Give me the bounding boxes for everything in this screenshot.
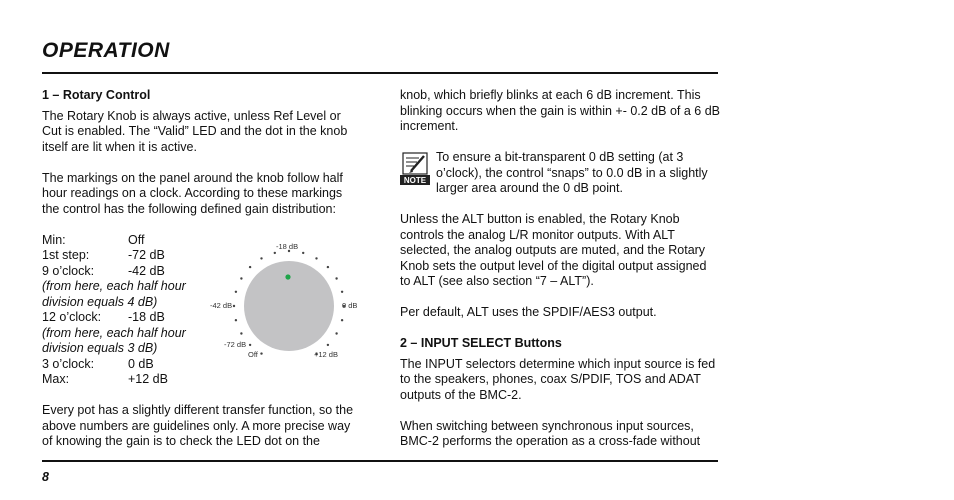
gain-value: -18 dB — [128, 310, 165, 324]
scale-dot — [302, 252, 304, 254]
paragraph: The INPUT selectors determine which input source is fed to the speakers, phones, coax S/PDIF, TOS and ADAT outputs of the BMC-2. — [400, 356, 716, 402]
scale-dot — [233, 305, 235, 307]
knob-label-left: -42 dB — [210, 301, 233, 310]
scale-dot — [260, 257, 262, 259]
scale-dot — [327, 344, 329, 346]
scale-dot — [341, 291, 343, 293]
knob-label-bottom-left: -72 dB — [224, 340, 247, 349]
scale-dot — [249, 266, 251, 268]
footer-rule — [42, 460, 718, 462]
gain-label: Max: — [42, 372, 70, 386]
gain-label: 12 o’clock: — [42, 310, 102, 324]
paragraph: Per default, ALT uses the SPDIF/AES3 output. — [400, 305, 657, 319]
gain-row — [42, 372, 362, 388]
paragraph: Every pot has a slightly different transfer function, so the above numbers are guidelines only. A more precise way of knowing the gain is to check the LED dot on the — [42, 403, 354, 448]
gain-note: (from here, each half hour division equals 4 dB) — [42, 279, 186, 309]
gain-label: 3 o’clock: — [42, 356, 95, 371]
gain-value: +12 dB — [128, 372, 168, 386]
paragraph: When switching between synchronous input sources, BMC-2 performs the operation as a cross-fade without — [400, 418, 701, 448]
paragraph: The markings on the panel around the knob follow half hour readings on a clock. According to these markings the control has the following defined gain distribution: — [42, 170, 343, 216]
scale-dot — [335, 277, 337, 279]
knob-label-right: 0 dB — [342, 301, 358, 310]
gain-value: -72 dB — [128, 248, 165, 262]
page-title: OPERATION — [42, 39, 170, 62]
scale-dot — [274, 252, 276, 254]
header-rule — [42, 72, 718, 74]
knob-label-off: Off — [248, 350, 258, 359]
paragraph: knob, which briefly blinks at each 6 dB increment. This blinking occurs when the gain is within +- 0.2 dB of a 6 dB increment. — [400, 88, 720, 133]
section-heading-input-select: 2 – INPUT SELECT Buttons — [400, 336, 562, 350]
knob-label-top: -18 dB — [276, 242, 299, 251]
note-icon-label: NOTE — [403, 176, 427, 185]
gain-value: 0 dB — [128, 356, 154, 371]
scale-dot — [335, 332, 337, 334]
note-text: To ensure a bit-transparent 0 dB setting (at 3 o’clock), the control “snaps” to 0.0 dB in a slightly larger area around the 0 dB point. — [436, 150, 708, 195]
paragraph: Unless the ALT button is enabled, the Rotary Knob controls the analog L/R monitor outputs. With ALT selected, the analog outputs are muted, and the Rotary Knob sets the output level of the digital output assigned to ALT (see also section “7 – ALT”). — [400, 212, 707, 288]
scale-dot — [341, 319, 343, 321]
gain-label: Min: — [42, 232, 66, 247]
scale-dot — [240, 277, 242, 279]
paragraph: The Rotary Knob is always active, unless Ref Level or Cut is enabled. The “Valid” LED and the dot in the knob itself are lit when it is active. — [42, 108, 348, 154]
knob-label-bottom-right: +12 dB — [314, 350, 338, 359]
note-block — [400, 150, 720, 197]
section-heading-rotary-control: 1 – Rotary Control — [42, 88, 151, 102]
page-number: 8 — [42, 470, 49, 484]
scale-dot — [240, 332, 242, 334]
scale-dot — [327, 266, 329, 268]
gain-value: -42 dB — [128, 263, 165, 278]
gain-label: 9 o’clock: — [42, 263, 95, 278]
gain-note: (from here, each half hour division equals 3 dB) — [42, 325, 186, 355]
right-column — [400, 88, 720, 465]
scale-dot — [235, 319, 237, 321]
scale-dot — [315, 257, 317, 259]
gain-label: 1st step: — [42, 248, 90, 262]
note-icon — [400, 152, 430, 197]
scale-dot — [260, 352, 262, 354]
scale-dot — [249, 344, 251, 346]
gain-value: Off — [128, 232, 145, 247]
scale-dot — [235, 291, 237, 293]
rotary-knob-diagram — [205, 238, 365, 363]
knob-body — [244, 261, 334, 351]
led-dot — [285, 274, 290, 279]
